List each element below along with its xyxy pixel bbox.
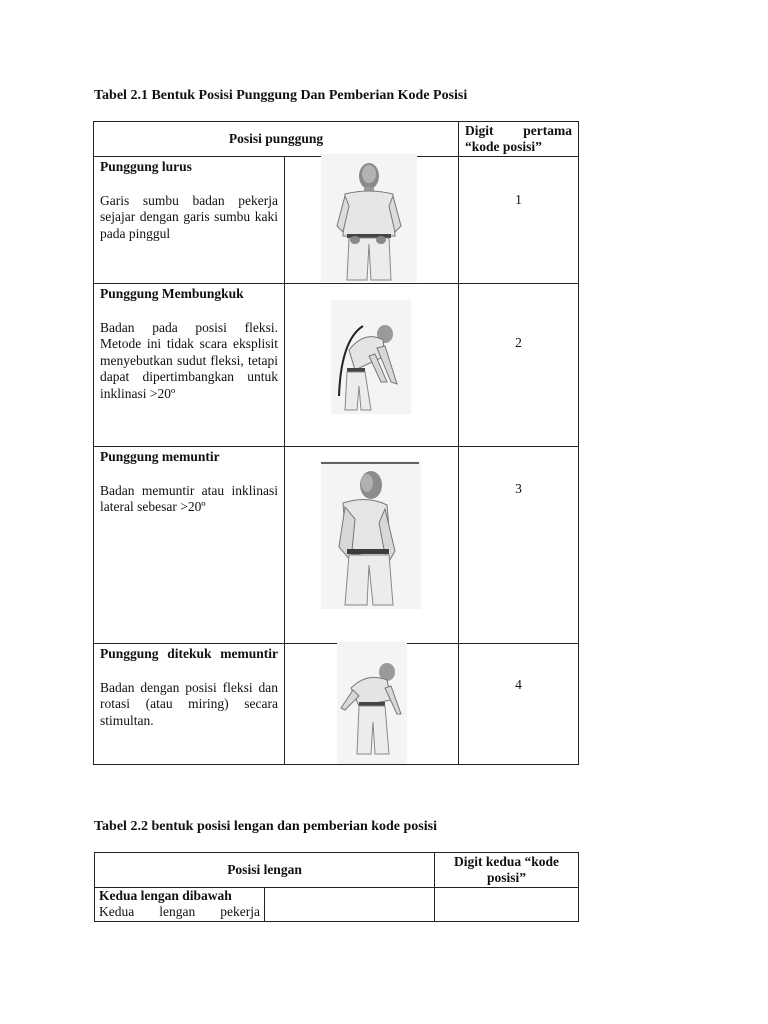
row-description (94, 644, 285, 765)
row-code (435, 888, 579, 922)
header-digit-kedua: Digit kedua “kode posisi” (435, 853, 579, 888)
bent-twisted-figure-icon (337, 642, 407, 764)
row-code: 4 (459, 644, 579, 765)
row-title: Punggung ditekuk memuntir (100, 646, 278, 661)
header-digit-pertama: Digit pertama “kode posisi” (459, 122, 579, 157)
row-title: Punggung lurus (100, 159, 192, 174)
figure-cell (285, 644, 459, 765)
table-row (95, 888, 579, 922)
table-row (94, 644, 579, 765)
row-code: 2 (459, 284, 579, 447)
figure-cell (285, 157, 459, 284)
row-code: 1 (459, 157, 579, 284)
row-body: Badan pada posisi fleksi. Metode ini tidak scara eksplisit menyebutkan sudut fleksi, tetapi dapat dipertimbangkan untuk inklinasi >20º (100, 319, 278, 401)
row-body: Badan dengan posisi fleksi dan rotasi (atau miring) secara stimultan. (100, 679, 278, 728)
table-header-row (95, 853, 579, 888)
row-title: Punggung Membungkuk (100, 286, 244, 301)
arm-posture-table (94, 852, 579, 922)
back-posture-table (93, 121, 579, 765)
figure-cell (285, 447, 459, 644)
figure-cell (285, 284, 459, 447)
table1-caption: Tabel 2.1 Bentuk Posisi Punggung Dan Pemberian Kode Posisi (94, 88, 468, 103)
table-row (94, 157, 579, 284)
row-description (95, 888, 265, 922)
row-title: Kedua lengan dibawah (99, 888, 232, 903)
twisted-figure-icon (321, 461, 421, 609)
header-posisi-punggung: Posisi punggung (94, 122, 459, 157)
table-row (94, 447, 579, 644)
row-code: 3 (459, 447, 579, 644)
figure-cell (265, 888, 435, 922)
row-description (94, 284, 285, 447)
row-body: Kedua lengan pekerja (99, 904, 260, 919)
row-body: Garis sumbu badan pekerja sejajar dengan garis sumbu kaki pada pinggul (100, 192, 278, 241)
row-body: Badan memuntir atau inklinasi lateral sebesar >20º (100, 482, 278, 514)
table-row (94, 284, 579, 447)
table2-caption: Tabel 2.2 bentuk posisi lengan dan pemberian kode posisi (94, 819, 437, 834)
header-posisi-lengan: Posisi lengan (95, 853, 435, 888)
row-title: Punggung memuntir (100, 449, 220, 464)
table-header-row (94, 122, 579, 157)
row-description (94, 447, 285, 644)
row-description (94, 157, 285, 284)
standing-straight-figure-icon (321, 154, 417, 282)
bent-forward-figure-icon (331, 300, 411, 414)
